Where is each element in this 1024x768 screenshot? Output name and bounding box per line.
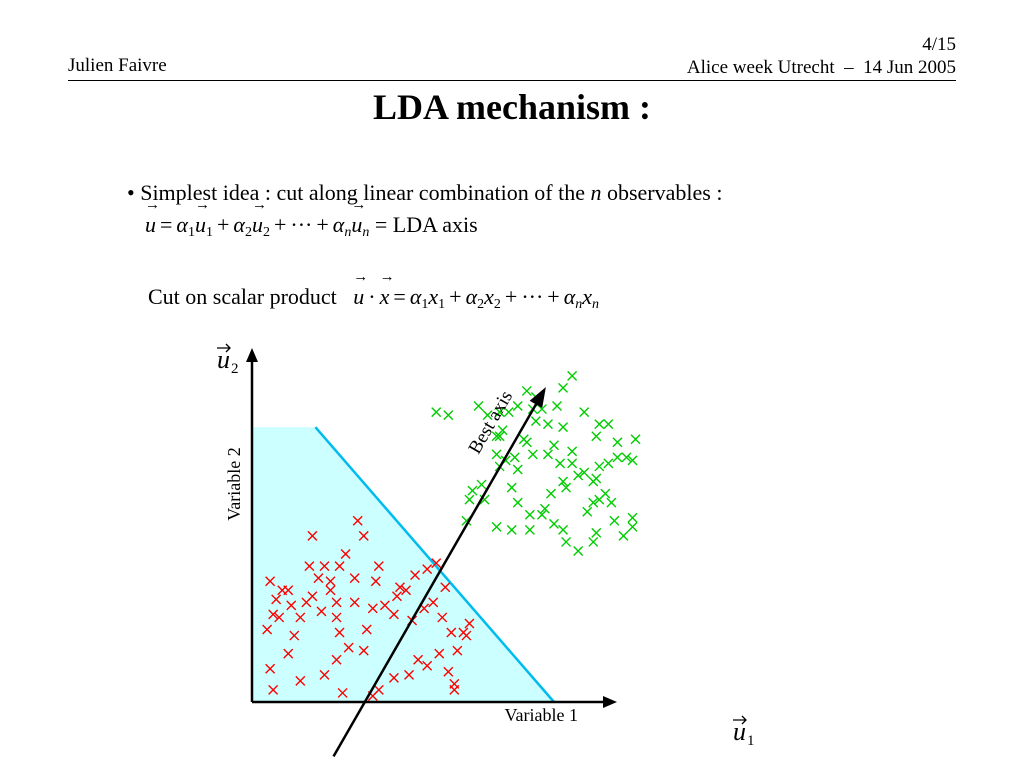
xn-sub: n [592, 297, 600, 312]
green-marker [559, 383, 568, 392]
green-marker [589, 477, 598, 486]
equals-sign: = [160, 212, 173, 237]
x-1: x [428, 284, 439, 309]
x-axis-arrowhead [603, 696, 617, 708]
green-marker [628, 513, 637, 522]
event-info: Alice week Utrecht – 14 Jun 2005 [686, 57, 956, 78]
alpha-n: α [563, 284, 576, 309]
y-axis-vector-symbol: u [217, 345, 230, 374]
scalar-product-label: Cut on scalar product [148, 284, 337, 309]
plus-sign: + [316, 212, 329, 237]
green-marker [513, 465, 522, 474]
best-axis-label: Best axis [464, 387, 518, 458]
vector-x: → x [380, 284, 390, 310]
green-marker [525, 510, 534, 519]
green-marker [568, 459, 577, 468]
bullet-text-start: Simplest idea : cut along linear combination of the [140, 180, 591, 205]
green-marker [507, 483, 516, 492]
green-marker [568, 447, 577, 456]
alpha-n-sub: n [344, 225, 352, 240]
alpha-n-sub: n [575, 297, 583, 312]
green-marker [546, 489, 555, 498]
best-axis-arrowhead [530, 387, 546, 408]
un-sub: n [362, 225, 370, 240]
dots: ··· [521, 284, 544, 309]
green-marker [595, 462, 604, 471]
vector-u: → u [353, 284, 364, 310]
green-marker [568, 371, 577, 380]
alpha-2: α [465, 284, 478, 309]
x-axis-vector-symbol: u [733, 717, 746, 746]
green-marker [589, 537, 598, 546]
x1-sub: 1 [438, 297, 446, 312]
green-marker [513, 498, 522, 507]
dots: ··· [290, 212, 313, 237]
green-marker [465, 495, 474, 504]
x-2: x [484, 284, 494, 309]
u2-sub: 2 [262, 225, 270, 240]
green-marker [556, 459, 565, 468]
green-marker [474, 402, 483, 411]
green-marker [468, 486, 477, 495]
u1-sub: 1 [205, 225, 213, 240]
vector-u: → u [145, 212, 156, 238]
n-symbol: n [590, 180, 602, 205]
vector-u1: → u [195, 212, 206, 238]
lda-axis-label: = LDA axis [374, 212, 478, 237]
green-marker [604, 420, 613, 429]
green-marker [562, 537, 571, 546]
green-marker [613, 453, 622, 462]
dot-operator: · [368, 284, 376, 309]
alpha-2-sub: 2 [244, 225, 252, 240]
green-marker [543, 420, 552, 429]
green-marker [631, 435, 640, 444]
alpha-2-sub: 2 [477, 297, 485, 312]
green-marker [619, 531, 628, 540]
green-marker [492, 522, 501, 531]
y-axis-label: Variable 2 [224, 447, 244, 521]
x2-sub: 2 [493, 297, 501, 312]
green-marker [613, 438, 622, 447]
alpha-2: α [233, 212, 245, 237]
y-axis-arrowhead [246, 348, 258, 362]
plus-sign: + [216, 212, 230, 237]
green-marker [583, 507, 592, 516]
green-marker [522, 386, 531, 395]
x-n: x [582, 284, 593, 309]
alpha-1-sub: 1 [187, 225, 195, 240]
green-marker [531, 417, 540, 426]
green-marker [444, 411, 453, 420]
green-marker [492, 450, 501, 459]
vector-u2: → u [252, 212, 263, 238]
green-marker [595, 420, 604, 429]
page-number: 4/15 [922, 34, 956, 55]
green-marker [519, 435, 528, 444]
green-marker [525, 525, 534, 534]
green-marker [574, 547, 583, 556]
green-marker [607, 498, 616, 507]
alpha-1-sub: 1 [421, 297, 429, 312]
green-marker [550, 519, 559, 528]
green-marker [507, 525, 516, 534]
green-marker [610, 516, 619, 525]
green-marker [528, 450, 537, 459]
green-marker [543, 450, 552, 459]
green-marker [513, 402, 522, 411]
x-axis-vector-subscript: 1 [747, 733, 755, 749]
green-marker [559, 525, 568, 534]
green-marker [510, 453, 519, 462]
plus-sign: + [449, 284, 462, 309]
plus-sign: + [547, 284, 560, 309]
green-marker [601, 489, 610, 498]
plus-sign: + [273, 212, 287, 237]
slide-title: LDA mechanism : [373, 87, 651, 127]
green-marker [580, 408, 589, 417]
author-name: Julien Faivre [68, 55, 167, 76]
bullet-marker: • [127, 180, 135, 205]
green-marker [477, 480, 486, 489]
alpha-1: α [409, 284, 422, 309]
green-marker [592, 528, 601, 537]
x-axis-label: Variable 1 [504, 705, 578, 725]
alpha-n: α [332, 212, 345, 237]
alpha-1: α [176, 212, 188, 237]
green-marker [604, 459, 613, 468]
green-marker [592, 432, 601, 441]
y-axis-vector-subscript: 2 [231, 361, 239, 377]
green-marker [553, 402, 562, 411]
cut-region [252, 427, 554, 702]
green-marker [559, 423, 568, 432]
vector-un: → u [351, 212, 362, 238]
plus-sign: + [504, 284, 518, 309]
green-marker [550, 441, 559, 450]
green-marker [628, 522, 637, 531]
green-marker [432, 408, 441, 417]
bullet-text-end: observables : [601, 180, 723, 205]
equals-sign: = [393, 284, 406, 309]
